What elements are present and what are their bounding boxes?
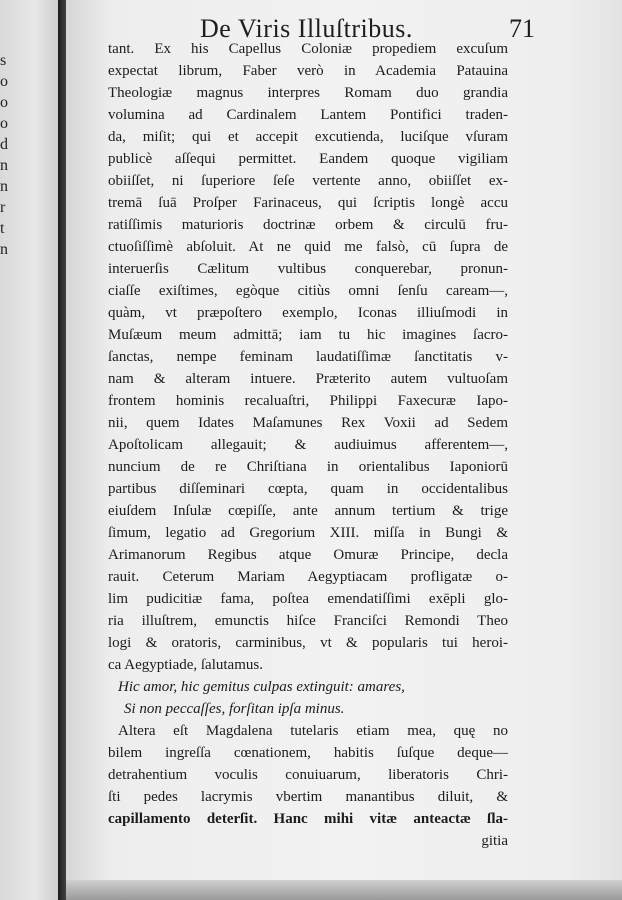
- text-line: publicè aſſequi permittet. Eandem quoque vigiliam: [108, 151, 508, 167]
- fragment-char: r: [0, 199, 6, 216]
- text-line: expectat librum, Faber verò in Academia Patauina: [108, 63, 508, 79]
- text-line: capillamento deterſit. Hanc mihi vitæ anteactæ ſla-: [108, 811, 508, 827]
- text-line: ciaſſe exiſtimes, egòque citiùs omni ſenſu caream—,: [108, 283, 508, 299]
- fragment-char: t: [0, 220, 5, 237]
- text-line: rauit. Ceterum Mariam Aegyptiacam profligatæ o-: [108, 569, 508, 585]
- fragment-char: n: [0, 178, 8, 195]
- text-line: Theologiæ magnus interpres Romam duo grandia: [108, 85, 508, 101]
- fragment-char: n: [0, 157, 8, 174]
- text-line: quàm, vt præpoſtero exemplo, Iconas illiuſmodi in: [108, 305, 508, 321]
- text-line: Apoſtolicam allegauit; & audiuimus afferentem—,: [108, 437, 508, 453]
- body-text: [108, 38, 508, 852]
- text-line: ca Aegyptiade, ſalutamus.: [108, 657, 263, 673]
- fragment-char: n: [0, 241, 8, 258]
- text-line: tant. Ex his Capellus Coloniæ propediem excuſum: [108, 41, 508, 57]
- text-line: Muſæum meum admittā; iam tu hic imagines ſacro-: [108, 327, 508, 343]
- text-line: Arimanorum Regibus atque Omuræ Principe, decla: [108, 547, 508, 563]
- fragment-char: o: [0, 94, 8, 111]
- text-line: partibus diſſeminari cœpta, quam in occidentalibus: [108, 481, 508, 497]
- text-line: da, miſit; qui et accepit excutienda, luciſque vſuram: [108, 129, 508, 145]
- text-line: obiiſſet, ni ſuperiore ſeſe vertente anno, obiiſſet ex-: [108, 173, 508, 189]
- text-line: ſimum, legatio ad Gregorium XIII. miſſa in Bungi &: [108, 525, 508, 541]
- verse-line: Hic amor, hic gemitus culpas extinguit: amares,: [118, 679, 405, 695]
- text-line: frontem hominis recaluaſtri, Philippi Faxecuræ Iapo-: [108, 393, 508, 409]
- left-page-fragments: [0, 50, 14, 260]
- text-line: lim pudicitiæ fama, poſtea emendatiſſimi exēpli glo-: [108, 591, 508, 607]
- text-line: tremā ſuā Proſper Farinaceus, qui ſcriptis longè accu: [108, 195, 508, 211]
- text-line: logi & oratoris, carminibus, vt & popularis tui heroi-: [108, 635, 508, 651]
- text-line: bilem ingreſſa cœnationem, habitis ſuſque deque—: [108, 745, 508, 761]
- page-bottom-edge: [66, 880, 622, 900]
- fragment-char: o: [0, 115, 8, 132]
- text-line: ctuoſiſſimè abſoluit. At ne quid me falsò, cū ſupra de: [108, 239, 508, 255]
- text-line: ratiſſimis maturioris doctrinæ orbem & circulū fru-: [108, 217, 508, 233]
- text-line: ſanctas, nempe feminam laudatiſſimæ ſanctitatis v-: [108, 349, 508, 365]
- text-line: eiuſdem Inſulæ cœpiſſe, ante annum tertium & trige: [108, 503, 508, 519]
- page-number: 71: [509, 14, 535, 43]
- running-title: De Viris Illuſtribus.: [200, 14, 413, 43]
- text-line: Altera eſt Magdalena tutelaris etiam mea, quę no: [118, 723, 508, 739]
- left-page-edge: [0, 0, 58, 900]
- text-line: ria illuſtrem, emunctis hiſce Franciſci Remondi Theo: [108, 613, 508, 629]
- catchword: gitia: [481, 833, 508, 849]
- text-line: nuncium de re Chriſtiana in orientalibus Iaponiorū: [108, 459, 508, 475]
- text-line: volumina ad Cardinalem Lantem Pontifici traden-: [108, 107, 508, 123]
- verse-line: Si non peccaſſes, forſitan ipſa minus.: [124, 701, 345, 717]
- text-line: interuerſis Cælitum vultibus conquerebar, pronun-: [108, 261, 508, 277]
- fragment-char: d: [0, 136, 8, 153]
- text-line: nii, quem Idates Maſamunes Rex Voxii ad Sedem: [108, 415, 508, 431]
- text-line: detrahentium voculis conuiuarum, liberatoris Chri-: [108, 767, 508, 783]
- text-line: nam & alteram intuere. Præterito autem vultuoſam: [108, 371, 508, 387]
- text-line: ſti pedes lacrymis vbertim manantibus diluit, &: [108, 789, 508, 805]
- fragment-char: o: [0, 73, 8, 90]
- fragment-char: s: [0, 52, 7, 69]
